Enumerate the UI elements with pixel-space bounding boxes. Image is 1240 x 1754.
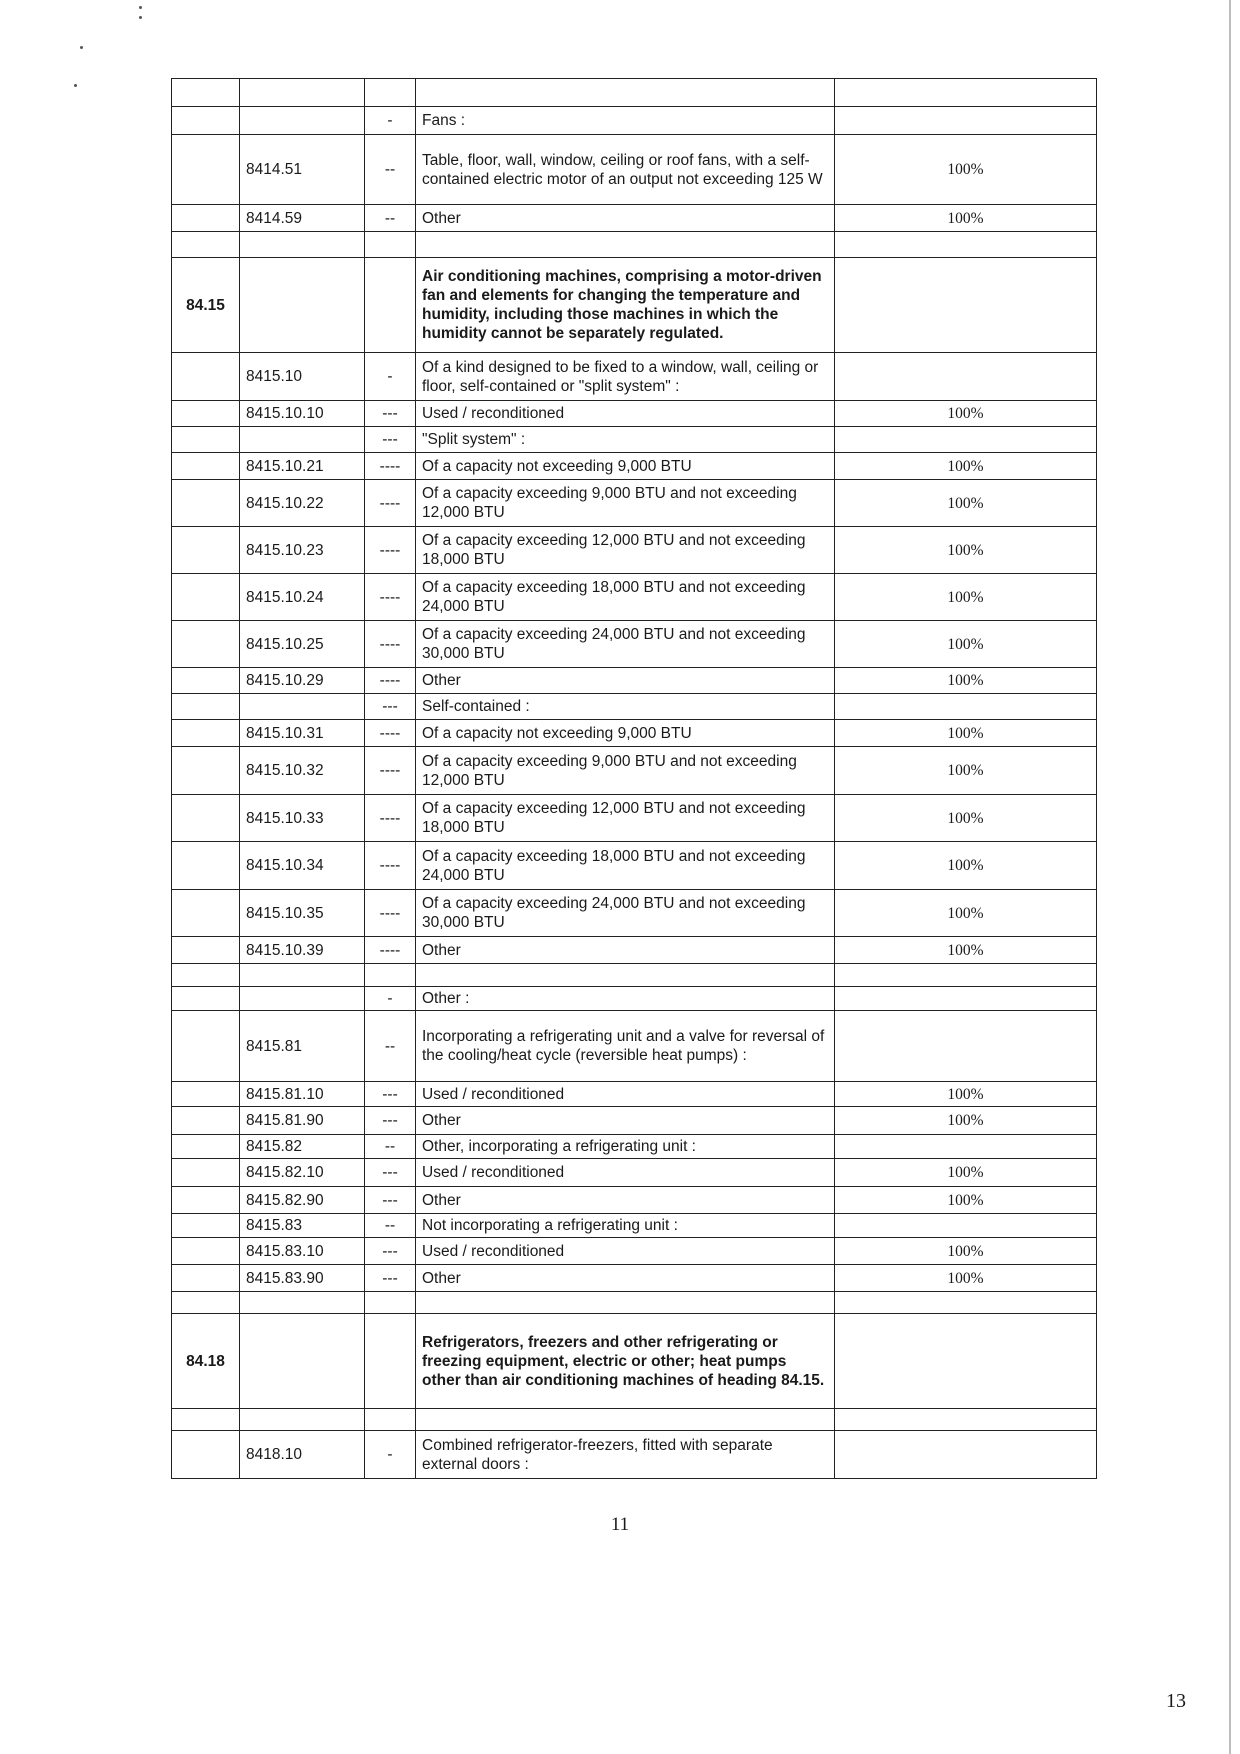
heading-number-cell [172,747,240,795]
table-row [172,353,1097,401]
table-row [172,842,1097,890]
duty-rate-cell: 100% [835,480,1097,527]
description-cell [416,79,835,107]
table-row [172,694,1097,720]
table-row [172,107,1097,135]
indent-dash-cell [365,1409,416,1431]
duty-rate-cell: 100% [835,135,1097,205]
indent-dash-cell: ---- [365,890,416,937]
scan-speck [139,6,142,9]
tariff-code-cell: 8415.10.10 [240,401,365,427]
table-row [172,527,1097,574]
heading-number-cell [172,621,240,668]
heading-number-cell [172,937,240,964]
indent-dash-cell: --- [365,1107,416,1135]
duty-rate-cell [835,694,1097,720]
table-row [172,1082,1097,1107]
duty-rate-cell: 100% [835,1107,1097,1135]
table-row [172,205,1097,232]
indent-dash-cell: ---- [365,621,416,668]
duty-rate-cell: 100% [835,747,1097,795]
description-cell: Other, incorporating a refrigerating unit : [416,1135,835,1159]
table-row [172,1314,1097,1409]
tariff-code-cell: 8415.81.90 [240,1107,365,1135]
duty-rate-cell [835,1431,1097,1479]
description-cell: Other [416,937,835,964]
table-row [172,964,1097,987]
duty-rate-cell: 100% [835,1159,1097,1187]
tariff-code-cell [240,1314,365,1409]
heading-number-cell [172,135,240,205]
indent-dash-cell: ---- [365,795,416,842]
duty-rate-cell: 100% [835,842,1097,890]
scan-speck [139,16,142,19]
description-cell: Not incorporating a refrigerating unit : [416,1214,835,1238]
duty-rate-cell: 100% [835,1187,1097,1214]
duty-rate-cell: 100% [835,720,1097,747]
heading-number-cell [172,527,240,574]
indent-dash-cell: -- [365,1214,416,1238]
heading-number-cell [172,1238,240,1265]
heading-number-cell [172,1082,240,1107]
table-row [172,621,1097,668]
tariff-code-cell: 8415.10.29 [240,668,365,694]
tariff-code-cell: 8414.59 [240,205,365,232]
indent-dash-cell: --- [365,401,416,427]
table-row [172,1431,1097,1479]
description-cell: Self-contained : [416,694,835,720]
description-cell: Other [416,668,835,694]
tariff-code-cell: 8418.10 [240,1431,365,1479]
tariff-code-cell: 8415.83.10 [240,1238,365,1265]
indent-dash-cell: ---- [365,480,416,527]
indent-dash-cell: ---- [365,747,416,795]
indent-dash-cell: ---- [365,668,416,694]
page-number: 11 [610,1514,630,1535]
indent-dash-cell: --- [365,427,416,453]
description-cell: Other [416,1265,835,1292]
description-cell: Of a capacity exceeding 18,000 BTU and not exceeding 24,000 BTU [416,842,835,890]
table-row [172,1409,1097,1431]
table-row [172,1135,1097,1159]
table-row [172,232,1097,258]
duty-rate-cell [835,258,1097,353]
tariff-code-cell [240,79,365,107]
description-cell [416,1292,835,1314]
table-row [172,135,1097,205]
table-row [172,1238,1097,1265]
description-cell: Other [416,205,835,232]
indent-dash-cell [365,232,416,258]
table-row [172,668,1097,694]
table-row [172,1292,1097,1314]
heading-number-cell [172,1431,240,1479]
heading-number-cell [172,453,240,480]
description-cell: Used / reconditioned [416,1159,835,1187]
tariff-code-cell: 8415.10.21 [240,453,365,480]
tariff-code-cell: 8415.81.10 [240,1082,365,1107]
duty-rate-cell: 100% [835,453,1097,480]
duty-rate-cell: 100% [835,205,1097,232]
table-row [172,937,1097,964]
tariff-code-cell [240,1409,365,1431]
description-cell: Of a capacity exceeding 12,000 BTU and not exceeding 18,000 BTU [416,527,835,574]
description-cell: Refrigerators, freezers and other refrigerating or freezing equipment, electric or other; heat pumps other than air conditioning machines of heading 84.15. [416,1314,835,1409]
heading-number-cell [172,1292,240,1314]
table-row [172,890,1097,937]
tariff-table [171,78,1097,1479]
heading-number-cell [172,1265,240,1292]
indent-dash-cell: -- [365,1135,416,1159]
heading-number-cell [172,232,240,258]
tariff-code-cell [240,258,365,353]
table-row [172,1187,1097,1214]
table-row [172,258,1097,353]
heading-number-cell [172,890,240,937]
indent-dash-cell: -- [365,205,416,232]
heading-number-cell [172,1214,240,1238]
indent-dash-cell: --- [365,1187,416,1214]
duty-rate-cell: 100% [835,1265,1097,1292]
tariff-code-cell: 8415.10 [240,353,365,401]
table-row [172,1107,1097,1135]
heading-number-cell [172,964,240,987]
description-cell: Of a capacity exceeding 18,000 BTU and not exceeding 24,000 BTU [416,574,835,621]
indent-dash-cell: ---- [365,574,416,621]
indent-dash-cell [365,964,416,987]
indent-dash-cell [365,1292,416,1314]
description-cell: Of a capacity not exceeding 9,000 BTU [416,453,835,480]
heading-number-cell [172,1011,240,1082]
duty-rate-cell: 100% [835,890,1097,937]
tariff-code-cell: 8415.82 [240,1135,365,1159]
heading-number-cell [172,107,240,135]
tariff-code-cell: 8415.82.90 [240,1187,365,1214]
tariff-code-cell: 8415.10.25 [240,621,365,668]
tariff-table-body [172,79,1097,1479]
tariff-code-cell: 8415.10.23 [240,527,365,574]
tariff-code-cell: 8414.51 [240,135,365,205]
tariff-code-cell: 8415.10.31 [240,720,365,747]
indent-dash-cell: --- [365,1238,416,1265]
heading-number-cell [172,427,240,453]
table-row [172,1214,1097,1238]
table-row [172,480,1097,527]
description-cell: Combined refrigerator-freezers, fitted with separate external doors : [416,1431,835,1479]
table-row [172,574,1097,621]
description-cell: Other [416,1107,835,1135]
tariff-code-cell: 8415.10.24 [240,574,365,621]
tariff-code-cell: 8415.10.32 [240,747,365,795]
description-cell: Of a capacity not exceeding 9,000 BTU [416,720,835,747]
heading-number-cell [172,1159,240,1187]
indent-dash-cell [365,1314,416,1409]
scan-speck [80,46,83,49]
description-cell: Fans : [416,107,835,135]
tariff-code-cell [240,232,365,258]
table-row [172,747,1097,795]
description-cell [416,964,835,987]
duty-rate-cell [835,1409,1097,1431]
indent-dash-cell: --- [365,694,416,720]
indent-dash-cell [365,258,416,353]
duty-rate-cell: 100% [835,574,1097,621]
indent-dash-cell: ---- [365,720,416,747]
duty-rate-cell [835,1011,1097,1082]
heading-number-cell [172,842,240,890]
tariff-code-cell: 8415.81 [240,1011,365,1082]
tariff-code-cell: 8415.83.90 [240,1265,365,1292]
duty-rate-cell [835,232,1097,258]
scan-edge-shadow [1229,0,1231,1754]
table-row [172,1011,1097,1082]
heading-number-cell [172,480,240,527]
handwritten-page-mark: 13 [1166,1690,1186,1712]
duty-rate-cell [835,1135,1097,1159]
indent-dash-cell: - [365,1431,416,1479]
description-cell: Other [416,1187,835,1214]
indent-dash-cell: - [365,107,416,135]
table-row [172,427,1097,453]
table-row [172,1265,1097,1292]
duty-rate-cell [835,987,1097,1011]
heading-number-cell [172,987,240,1011]
indent-dash-cell: - [365,353,416,401]
heading-number-cell [172,1135,240,1159]
indent-dash-cell: ---- [365,527,416,574]
description-cell: Used / reconditioned [416,1238,835,1265]
description-cell [416,1409,835,1431]
duty-rate-cell [835,107,1097,135]
heading-number-cell [172,694,240,720]
indent-dash-cell: - [365,987,416,1011]
description-cell: Incorporating a refrigerating unit and a valve for reversal of the cooling/heat cycle (reversible heat pumps) : [416,1011,835,1082]
heading-number-cell: 84.18 [172,1314,240,1409]
heading-number-cell [172,574,240,621]
heading-number-cell [172,668,240,694]
duty-rate-cell: 100% [835,937,1097,964]
heading-number-cell [172,1107,240,1135]
table-row [172,795,1097,842]
heading-number-cell [172,1409,240,1431]
tariff-code-cell [240,427,365,453]
description-cell: Other : [416,987,835,1011]
tariff-code-cell: 8415.10.34 [240,842,365,890]
duty-rate-cell: 100% [835,527,1097,574]
table-row [172,401,1097,427]
heading-number-cell [172,720,240,747]
heading-number-cell [172,205,240,232]
tariff-code-cell: 8415.10.35 [240,890,365,937]
indent-dash-cell: -- [365,135,416,205]
description-cell [416,232,835,258]
indent-dash-cell: ---- [365,937,416,964]
description-cell: Used / reconditioned [416,401,835,427]
tariff-code-cell: 8415.83 [240,1214,365,1238]
indent-dash-cell: --- [365,1082,416,1107]
heading-number-cell [172,401,240,427]
heading-number-cell [172,79,240,107]
heading-number-cell [172,795,240,842]
table-row [172,453,1097,480]
duty-rate-cell [835,427,1097,453]
table-row [172,987,1097,1011]
duty-rate-cell: 100% [835,668,1097,694]
indent-dash-cell: --- [365,1265,416,1292]
duty-rate-cell: 100% [835,621,1097,668]
description-cell: Of a capacity exceeding 9,000 BTU and not exceeding 12,000 BTU [416,480,835,527]
duty-rate-cell: 100% [835,401,1097,427]
duty-rate-cell [835,1292,1097,1314]
indent-dash-cell: -- [365,1011,416,1082]
indent-dash-cell: --- [365,1159,416,1187]
duty-rate-cell [835,1214,1097,1238]
table-row [172,79,1097,107]
description-cell: Table, floor, wall, window, ceiling or roof fans, with a self-contained electric motor of an output not exceeding 125 W [416,135,835,205]
tariff-code-cell: 8415.10.33 [240,795,365,842]
description-cell: Of a kind designed to be fixed to a window, wall, ceiling or floor, self-contained or "split system" : [416,353,835,401]
tariff-code-cell [240,107,365,135]
tariff-code-cell: 8415.10.39 [240,937,365,964]
duty-rate-cell: 100% [835,1238,1097,1265]
description-cell: Of a capacity exceeding 24,000 BTU and not exceeding 30,000 BTU [416,621,835,668]
description-cell: Used / reconditioned [416,1082,835,1107]
tariff-code-cell [240,964,365,987]
tariff-page [171,78,1096,1479]
heading-number-cell: 84.15 [172,258,240,353]
indent-dash-cell: ---- [365,453,416,480]
tariff-code-cell [240,987,365,1011]
tariff-code-cell: 8415.10.22 [240,480,365,527]
description-cell: "Split system" : [416,427,835,453]
heading-number-cell [172,1187,240,1214]
duty-rate-cell [835,964,1097,987]
description-cell: Air conditioning machines, comprising a motor-driven fan and elements for changing the temperature and humidity, including those machines in which the humidity cannot be separately regulated. [416,258,835,353]
duty-rate-cell: 100% [835,1082,1097,1107]
indent-dash-cell: ---- [365,842,416,890]
description-cell: Of a capacity exceeding 12,000 BTU and not exceeding 18,000 BTU [416,795,835,842]
heading-number-cell [172,353,240,401]
duty-rate-cell: 100% [835,795,1097,842]
description-cell: Of a capacity exceeding 24,000 BTU and not exceeding 30,000 BTU [416,890,835,937]
indent-dash-cell [365,79,416,107]
tariff-code-cell [240,694,365,720]
duty-rate-cell [835,353,1097,401]
duty-rate-cell [835,1314,1097,1409]
table-row [172,1159,1097,1187]
scan-speck [74,84,77,87]
tariff-code-cell [240,1292,365,1314]
description-cell: Of a capacity exceeding 9,000 BTU and not exceeding 12,000 BTU [416,747,835,795]
table-row [172,720,1097,747]
tariff-code-cell: 8415.82.10 [240,1159,365,1187]
duty-rate-cell [835,79,1097,107]
